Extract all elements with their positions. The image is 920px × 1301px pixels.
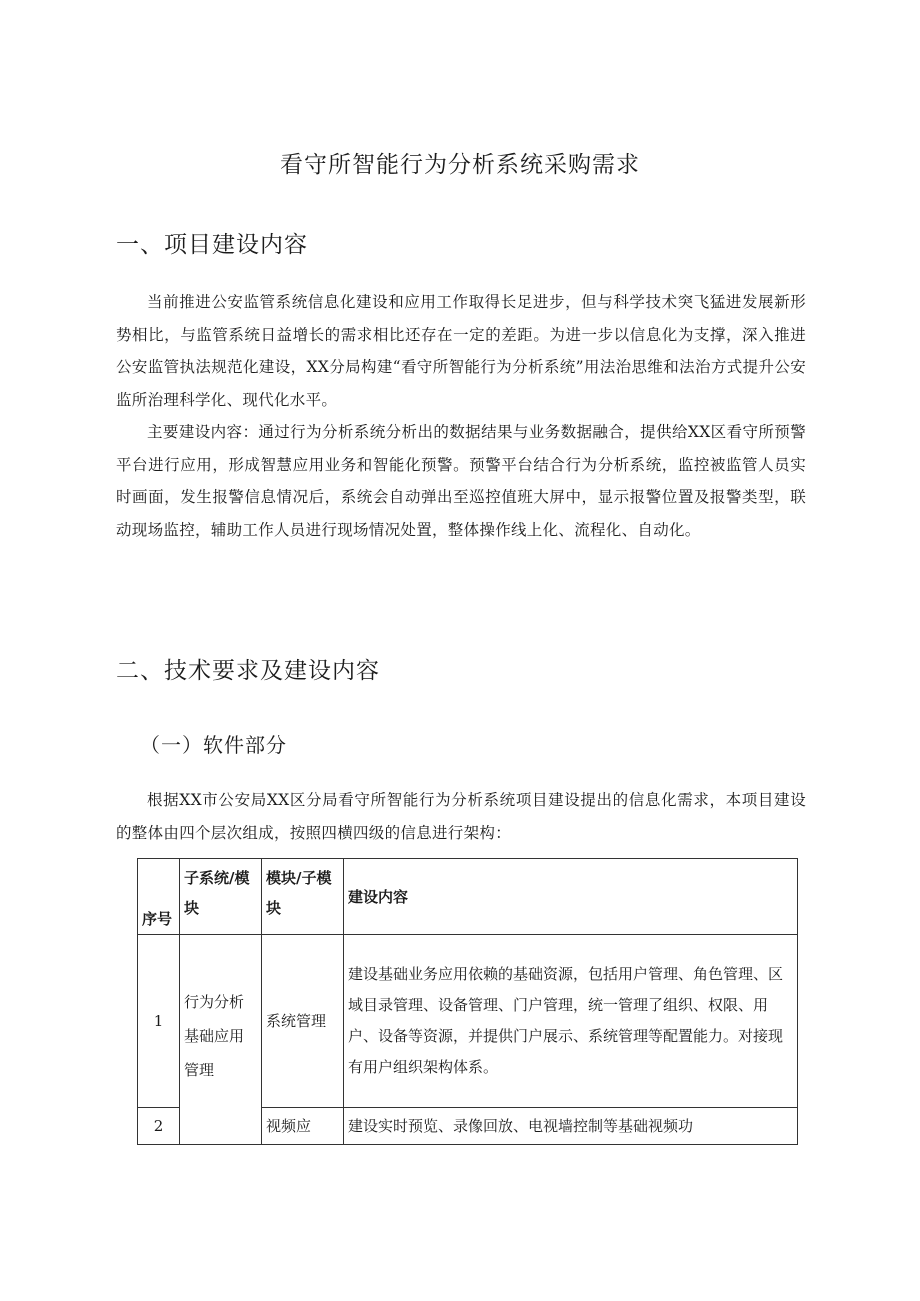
row-number: 2 [138,1108,180,1145]
document-title: 看守所智能行为分析系统采购需求 [280,152,640,178]
header-cell: 序号 [138,859,180,935]
header-cell: 模块/子模块 [262,859,344,935]
module-cell: 视频应 [262,1108,344,1145]
module-cell: 系统管理 [262,935,344,1108]
section1-heading: 一、项目建设内容 [116,232,308,258]
paragraph: 根据XX市公安局XX区分局看守所智能行为分析系统项目建设提出的信息化需求，本项目建设的整体由四个层次组成，按照四横四级的信息进行架构： [116,791,806,842]
table-row [138,935,798,1108]
requirements-table [137,858,798,1145]
content-cell: 建设基础业务应用依赖的基础资源，包括用户管理、角色管理、区域目录管理、设备管理、门户管理，统一管理了组织、权限、用户、设备等资源，并提供门户展示、系统管理等配置能力。对接现有用户组织架构体系。 [344,935,798,1108]
subsection1-heading: （一）软件部分 [140,733,287,757]
section1-body [116,286,806,546]
paragraph: 主要建设内容：通过行为分析系统分析出的数据结果与业务数据融合，提供给XX区看守所预警平台进行应用，形成智慧应用业务和智能化预警。预警平台结合行为分析系统，监控被监管人员实时画面，发生报警信息情况后，系统会自动弹出至巡控值班大屏中，显示报警位置及报警类型，联动现场监控，辅助工作人员进行现场情况处置，整体操作线上化、流程化、自动化。 [116,423,806,539]
content-cell: 建设实时预览、录像回放、电视墙控制等基础视频功 [344,1108,798,1145]
table-header-row [138,859,798,935]
subsystem-cell: 行为分析基础应用管理 [180,935,262,1145]
row-number: 1 [138,935,180,1108]
header-cell: 建设内容 [344,859,798,935]
subsection1-intro [116,784,806,849]
paragraph: 当前推进公安监管系统信息化建设和应用工作取得长足进步，但与科学技术突飞猛进发展新形势相比，与监管系统日益增长的需求相比还存在一定的差距。为进一步以信息化为支撑，深入推进公安监管执法规范化建设，XX分局构建“看守所智能行为分析系统”用法治思维和法治方式提升公安监所治理科学化、现代化水平。 [116,293,806,409]
header-cell: 子系统/模块 [180,859,262,935]
section2-heading: 二、技术要求及建设内容 [116,658,380,684]
